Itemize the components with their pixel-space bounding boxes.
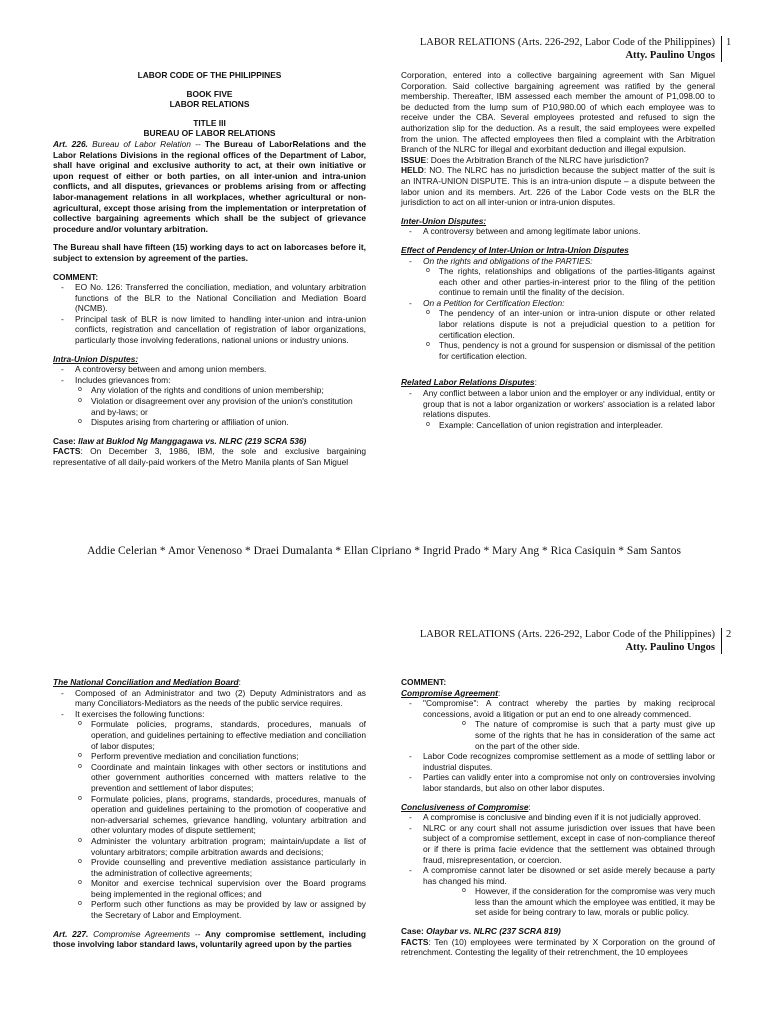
left-column: [53, 677, 366, 950]
intra-union-list: [53, 364, 366, 428]
conclusive-heading: Conclusiveness of Compromise:: [401, 801, 531, 812]
page-header: [420, 628, 722, 654]
page-header: [420, 36, 722, 62]
heading-code: LABOR CODE OF THE PHILIPPINES: [137, 70, 282, 80]
header-author: Atty. Paulino Ungos: [625, 50, 715, 61]
sub-list-item: o The nature of compromise is such that a party must give up some of the rights that he has in consideration of the same act on the part of the other side.: [475, 719, 715, 751]
list-item: - Principal task of BLR is now limited to handling inter-union and intra-union conflicts, registration and cancellation of registration of labor organizations, particularly those involving federations, national unions or industry unions.: [75, 314, 366, 346]
left-column: [53, 70, 366, 468]
effect-list: [401, 256, 715, 362]
sub-list-item: o The rights, relationships and obligations of the parties-litigants against each other and other parties-in-interest prior to the filing of the petition continue to remain until the finality of the decision.: [439, 266, 715, 298]
list-item: - Any conflict between a labor union and the employer or any individual, entity or group that is not a labor organization or workers' association is a related labor relations disputes. o Example: Cancellation of union registration and interpleader.: [423, 388, 715, 430]
list-item: - EO No. 126: Transferred the conciliation, mediation, and voluntary arbitration functions of the BLR to the National Conciliation and Mediation Board (NCMB).: [75, 282, 366, 314]
header-author: Atty. Paulino Ungos: [625, 642, 715, 653]
related-sublist: [423, 420, 715, 431]
sub-list-item: o Provide counselling and preventive mediation assistance particularly in the administration of collective agreements;: [91, 857, 366, 878]
related-list: [401, 388, 715, 430]
intra-union-heading: Intra-Union Disputes:: [53, 353, 139, 364]
sub-list-item: o Monitor and exercise technical supervision over the Board programs being implemented in the regional offices; and: [91, 878, 366, 899]
sub-list-item: o Violation or disagreement over any provision of the union's constitution and by-laws; or: [91, 396, 366, 417]
sub-list-item: o Formulate policies, programs, standards, procedures, manuals of operation, and guidelines pertaining to effective mediation and conciliation of labor disputes;: [91, 719, 366, 751]
list-item: - Parties can validly enter into a compromise not only on controversies involving labor standards, but also on other labor disputes.: [423, 772, 715, 793]
list-item: - A compromise is conclusive and binding even if it is not judicially approved.: [423, 812, 715, 823]
compromise-heading: Compromise Agreement:: [401, 687, 501, 698]
sub-list-item: o Example: Cancellation of union registration and interpleader.: [439, 420, 715, 431]
list-item: - A compromise cannot later be disowned or set aside merely because a party has changed his mind. o However, if the consideration for the compromise was very much less than the amount which the employee was entitled, it may be set aside for being contrary to law, morals or public policy.: [423, 865, 715, 918]
inter-union-heading: Inter-Union Disputes:: [401, 215, 487, 226]
case-issue: ISSUE: Does the Arbitration Branch of the NLRC have jurisdiction?: [401, 154, 649, 165]
sub-list-item: o Perform preventive mediation and conciliation functions;: [91, 751, 366, 762]
sub-list-item: o Disputes arising from chartering or affiliation of union.: [91, 417, 366, 428]
article-227: Art. 227. Compromise Agreements -- Any compromise settlement, including those involving labor standard laws, voluntarily agreed upon by the parties: [53, 928, 366, 950]
inter-union-list: [401, 226, 715, 237]
compromise-list: [401, 698, 715, 793]
effect-sublist: [423, 308, 715, 361]
page-footer-authors: Addie Celerian * Amor Venenoso * Draei Dumalanta * Ellan Cipriano * Ingrid Prado * Mary Ang * Rica Casiquin * Sam Santos: [87, 545, 681, 557]
sub-list-item: o Perform such other functions as may be provided by law or assigned by the Secretary of Labor and Employment.: [91, 899, 366, 920]
conclusive-list: [401, 812, 715, 918]
list-item: - NLRC or any court shall not assume jurisdiction over issues that have been subject of a compromise settlement, except in case of non-compliance thereof or if there is prima facie evidence that the settlement was obtained through fraud, misrepresentation, or coercion.: [423, 823, 715, 865]
sub-list-item: o Coordinate and maintain linkages with other sectors or institutions and other government authorities concerned with matters relative to the prevention and settlement of labor disputes;: [91, 762, 366, 794]
effect-sublist: [423, 266, 715, 298]
page-number: 1: [726, 37, 732, 48]
sub-list-item: o Thus, pendency is not a ground for suspension or dismissal of the petition for certification election.: [439, 340, 715, 361]
comment-heading: COMMENT:: [53, 271, 99, 282]
case-facts-continued: Corporation, entered into a collective bargaining agreement with San Miguel Corporation. Said collective bargaining agreement was ratified by the general membership. Thereafter, IBM assessed each member the amount of P1,098.00 to be deducted from the lump sum of P10,980.00 of which each employee was to receive under the CBA. Several employees protested and refused to sign the authorization slip for the deduction. As a result, the said employees were expelled from the union. The affected employees then filed a complaint with the Arbitration Branch of the NLRC for illegal and exorbitant deduction and illegal expulsion.: [401, 70, 715, 155]
conclusive-sublist: [423, 886, 715, 918]
case-heading: Case: Olaybar vs. NLRC (237 SCRA 819): [401, 926, 561, 937]
list-item: - It exercises the following functions: o Formulate policies, programs, standards, procedures, manuals of operation, and guidelines pertaining to effective mediation and conciliation of labor disputes; o Perform preventive mediation and conciliation functions; o Coordinate and maintain linkages with other sectors or institutions and other government authorities concerned with matters relative to the prevention and settlement of labor disputes; o Formulate policies, plans, programs, standards, procedures, manuals of operation and guidelines pertaining to the promotion of cooperative and non-adversarial schemes, grievance handling, voluntary arbitration and other voluntary modes of dispute settlement; o Administer the voluntary arbitration program; maintain/update a list of voluntary arbitrators; compile arbitration awards and decisions; o Provide counselling and preventive mediation assistance particularly in the administration of collective agreements; o Monitor and exercise technical supervision over the Board programs being implemented in the regional offices; and o Perform such other functions as may be provided by law or assigned by the Secretary of Labor and Employment.: [75, 709, 366, 921]
ncmb-functions-list: [75, 719, 366, 920]
compromise-sublist: [423, 719, 715, 751]
heading-bureau: BUREAU OF LABOR RELATIONS: [143, 128, 276, 139]
sub-list-item: o The pendency of an inter-union or intra-union dispute or other related labor relations dispute is not a prejudicial question to a petition for certification election.: [439, 308, 715, 340]
list-item: - A controversy between and among union members.: [75, 364, 366, 375]
related-heading: Related Labor Relations Disputes:: [401, 377, 537, 388]
sub-list-item: o Administer the voluntary arbitration program; maintain/update a list of voluntary arbitrators; compile arbitration awards and decisions;: [91, 836, 366, 857]
sub-list-item: o Formulate policies, plans, programs, standards, procedures, manuals of operation and guidelines pertaining to the promotion of cooperative and non-adversarial schemes, grievance handling, voluntary arbitration and other voluntary modes of dispute settlement;: [91, 794, 366, 836]
heading-book: BOOK FIVE: [186, 88, 233, 99]
intra-union-sublist: [75, 385, 366, 427]
ncmb-list: [53, 688, 366, 921]
list-item: - Includes grievances from: o Any violation of the rights and conditions of union membership; o Violation or disagreement over any provision of the union's constitution and by-laws; or o Disputes arising from chartering or affiliation of union.: [75, 375, 366, 428]
right-column: [401, 677, 715, 958]
article-226-para2: The Bureau shall have fifteen (15) working days to act on laborcases before it, subject to extension by agreement of the parties.: [53, 242, 366, 263]
header-title: LABOR RELATIONS (Arts. 226-292, Labor Code of the Philippines): [419, 629, 715, 640]
sub-list-item: o However, if the consideration for the compromise was very much less than the amount which the employee was entitled, it may be set aside for being contrary to law, morals or public policy.: [475, 886, 715, 918]
case-held: HELD: NO. The NLRC has no jurisdiction because the subject matter of the suit is an INTRA-UNION DISPUTE. This is an intra-union dispute – a dispute between the labor union and its members. Art. 226 of the Labor Code vests on the BLR the jurisdiction to act on all inter-union or intra-union disputes.: [401, 165, 715, 208]
page-number: 2: [726, 629, 732, 640]
comment-list: [53, 282, 366, 346]
list-item: - "Compromise": A contract whereby the parties by making reciprocal concessions, avoid a litigation or put an end to one already commenced. o The nature of compromise is such that a party must give up some of the rights that he has in consideration of the same act on the part of the other side.: [423, 698, 715, 751]
list-item: - On a Petition for Certification Election: o The pendency of an inter-union or intra-union dispute or other related labor relations dispute is not a prejudicial question to a petition for certification election. o Thus, pendency is not a ground for suspension or dismissal of the petition for certification election.: [423, 298, 715, 362]
ncmb-heading: The National Conciliation and Mediation Board:: [53, 677, 241, 687]
list-item: - Composed of an Administrator and two (2) Deputy Administrators and as many Conciliators-Mediators as the needs of the public service requires.: [75, 688, 366, 709]
list-item: - On the rights and obligations of the PARTIES: o The rights, relationships and obligations of the parties-litigants against each other and other parties-in-interest prior to the filing of the petition continue to remain until the finality of the decision.: [423, 256, 715, 298]
document-page-2: [0, 585, 768, 1024]
case-heading: Case: Ilaw at Buklod Ng Manggagawa vs. NLRC (219 SCRA 536): [53, 435, 307, 446]
heading-labor-relations: LABOR RELATIONS: [169, 99, 250, 110]
comment-heading: COMMENT:: [401, 677, 447, 687]
case-facts: FACTS: Ten (10) employees were terminated by X Corporation on the ground of retrenchment. Contesting the legality of their retrenchment, the 10 employees: [401, 936, 715, 958]
heading-title: TITLE III: [193, 117, 226, 128]
sub-list-item: o Any violation of the rights and conditions of union membership;: [91, 385, 366, 396]
right-column: [401, 70, 715, 430]
list-item: - A controversy between and among legitimate labor unions.: [423, 226, 715, 237]
effect-heading: Effect of Pendency of Inter-Union or Intra-Union Disputes: [401, 244, 629, 255]
case-facts: FACTS: On December 3, 1986, IBM, the sole and exclusive bargaining representative of all daily-paid workers of the Metro Manila plants of San Miguel: [53, 446, 366, 467]
list-item: - Labor Code recognizes compromise settlement as a mode of settling labor or industrial disputes.: [423, 751, 715, 772]
article-226: Art. 226. Bureau of Labor Relation -- The Bureau of LaborRelations and the Labor Relations Divisions in the regional offices of the Department of Labor, shall have original and exclusive authority to act, at their own initiative or upon request of either or both parties, on all inter-union and intra-union conflicts, and all disputes, grievances or problems arising from or affecting labor-management relations in all workplaces, whether agricultural or non-agricultural, except those arising from the implementation or interpretation of collective bargaining agreements which shall be the subject of grievance procedure and/or voluntary arbitration.: [53, 138, 367, 234]
header-title: LABOR RELATIONS (Arts. 226-292, Labor Code of the Philippines): [419, 37, 715, 48]
